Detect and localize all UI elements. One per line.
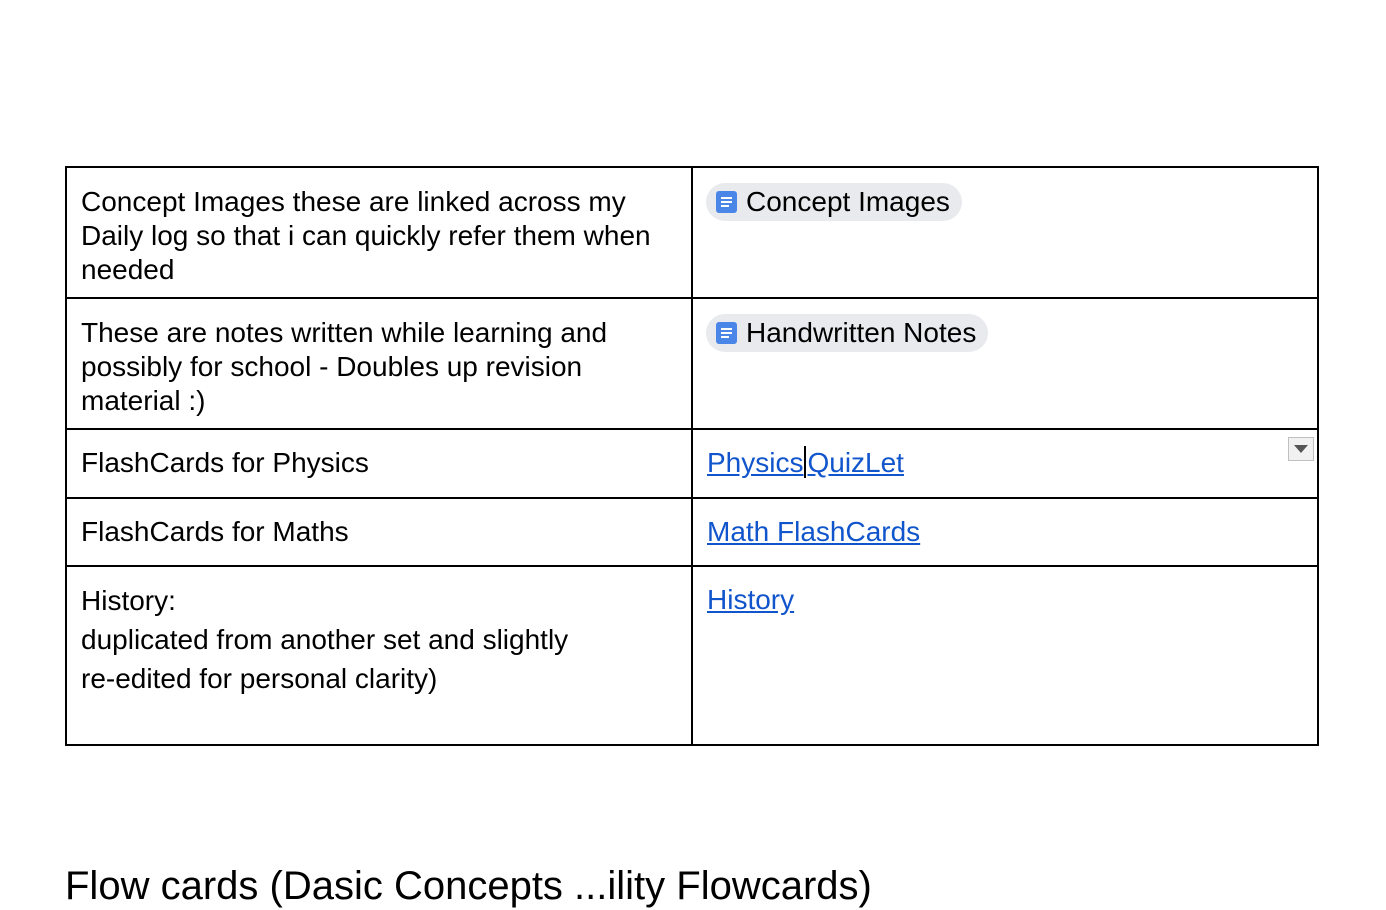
description-cell[interactable] xyxy=(66,498,692,566)
cell-dropdown-button[interactable] xyxy=(1288,437,1314,461)
chip-label: Concept Images xyxy=(746,186,950,217)
description-cell[interactable] xyxy=(66,167,692,298)
description-cell[interactable] xyxy=(66,429,692,498)
physics-quizlet-link[interactable] xyxy=(707,447,904,478)
description-text: Concept Images these are linked across my Daily log so that i can quickly refer them when needed xyxy=(81,186,651,285)
link-text-part: Physics xyxy=(707,447,804,478)
description-text: FlashCards for Physics xyxy=(81,447,369,478)
description-line: re-edited for personal clarity) xyxy=(81,663,438,694)
table-row xyxy=(66,167,1318,298)
table-row xyxy=(66,429,1318,498)
resources-table xyxy=(65,166,1319,746)
chip-label: Handwritten Notes xyxy=(746,317,977,348)
description-line: History: xyxy=(81,585,176,616)
description-line: duplicated from another set and slightly xyxy=(81,624,569,655)
google-doc-icon xyxy=(716,322,737,344)
table-row xyxy=(66,498,1318,566)
section-heading: Flow cards (Dasic Concepts ...ility Flowcards) xyxy=(65,864,872,908)
history-link[interactable]: History xyxy=(707,584,795,615)
chevron-down-icon xyxy=(1294,445,1308,453)
resource-cell[interactable] xyxy=(692,167,1318,298)
resource-cell[interactable] xyxy=(692,429,1318,498)
description-text: FlashCards for Maths xyxy=(81,516,349,547)
description-text xyxy=(67,567,691,698)
google-doc-icon xyxy=(716,191,737,213)
concept-images-chip[interactable] xyxy=(706,183,962,221)
resource-cell[interactable] xyxy=(692,298,1318,429)
math-flashcards-link[interactable]: Math FlashCards xyxy=(707,516,921,547)
table-row xyxy=(66,566,1318,745)
description-text: These are notes written while learning and possibly for school - Doubles up revision material :) xyxy=(81,317,608,416)
description-cell[interactable] xyxy=(66,566,692,745)
resource-cell[interactable] xyxy=(692,566,1318,745)
resource-cell[interactable] xyxy=(692,498,1318,566)
link-text-part: QuizLet xyxy=(807,447,904,478)
table-row xyxy=(66,298,1318,429)
description-cell[interactable] xyxy=(66,298,692,429)
handwritten-notes-chip[interactable] xyxy=(706,314,988,352)
